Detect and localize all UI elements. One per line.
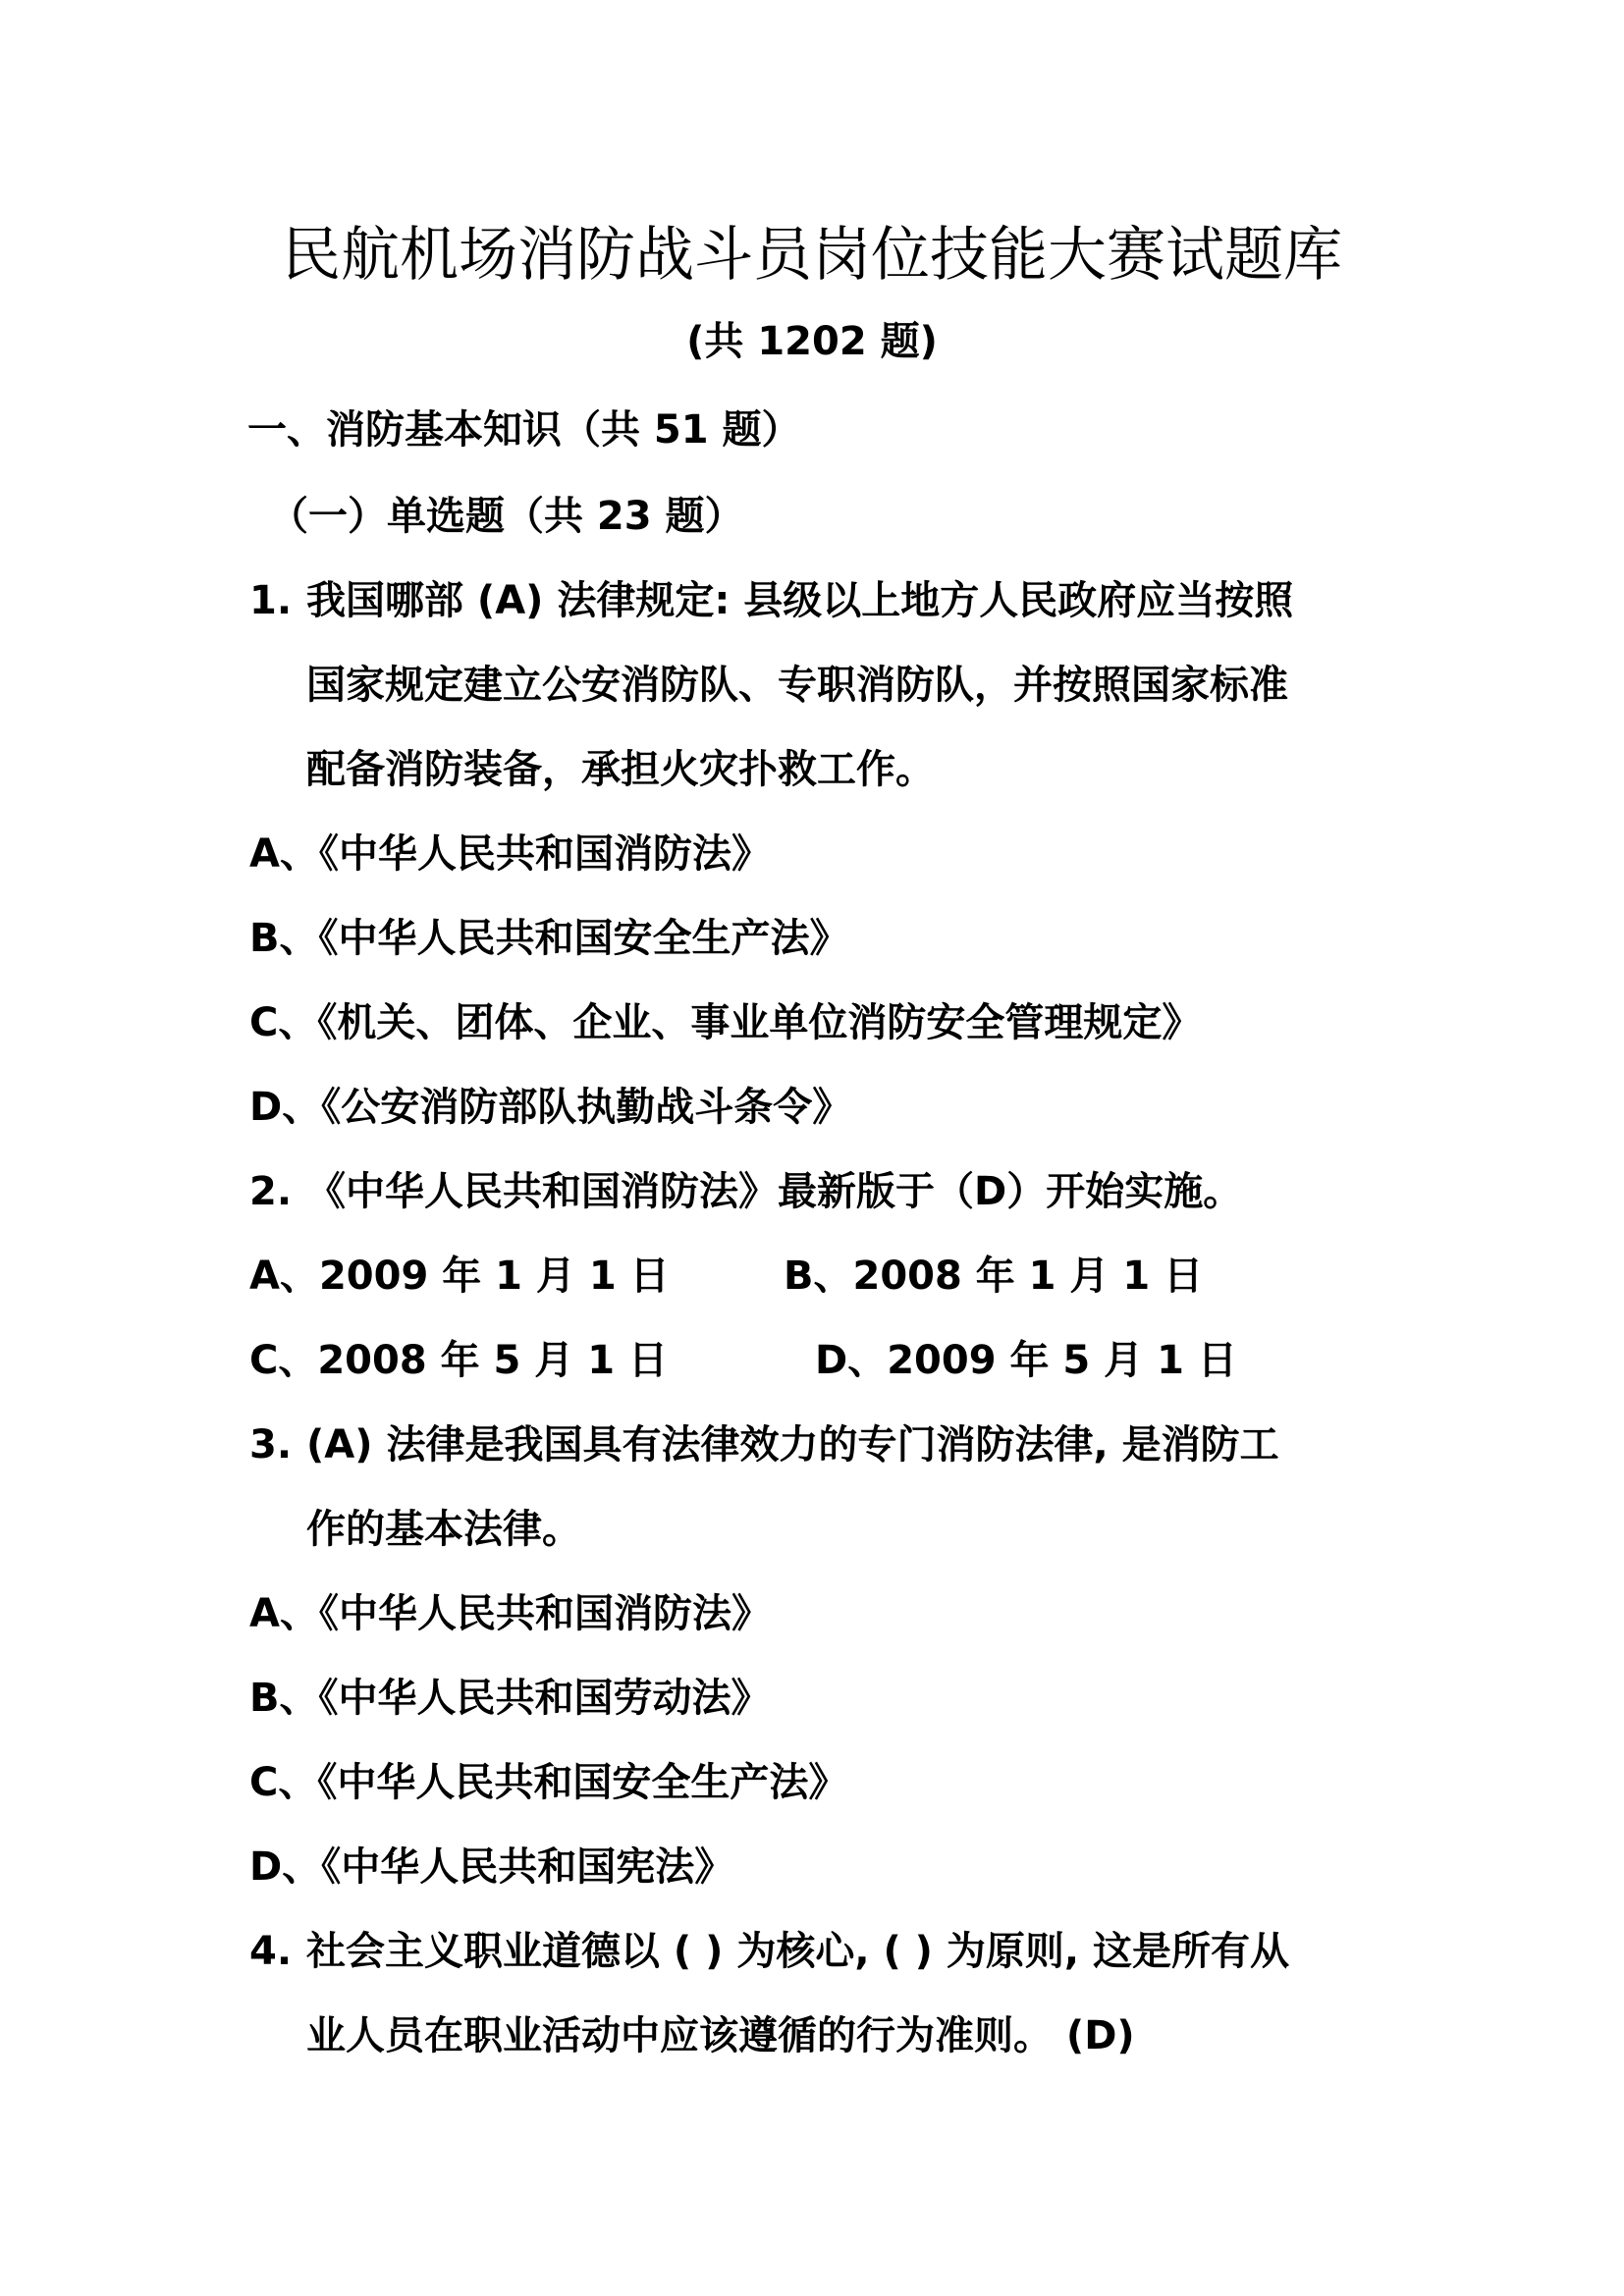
question-1-line-3: 配备消防装备，承担火灾扑救工作。 (306, 747, 935, 792)
question-2-option-d: D、2009 年 5 月 1 日 (815, 1338, 1237, 1383)
question-1-line-2: 国家规定建立公安消防队、专职消防队，并按照国家标准 (306, 663, 1288, 708)
question-1-option-c: C、《机关、团体、企业、事业单位消防安全管理规定》 (249, 1000, 1202, 1045)
question-3-option-a: A、《中华人民共和国消防法》 (249, 1591, 771, 1636)
question-1-option-b: B、《中华人民共和国安全生产法》 (249, 916, 849, 961)
question-4-number: 4. (249, 1929, 293, 1974)
question-1-option-a: A、《中华人民共和国消防法》 (249, 831, 771, 877)
question-3-option-b: B、《中华人民共和国劳动法》 (249, 1676, 771, 1721)
question-4-line-2: 业人员在职业活动中应该遵循的行为准则。 (D) (306, 2013, 1135, 2058)
question-2-option-c: C、2008 年 5 月 1 日 (249, 1338, 668, 1383)
question-2-number: 2. (249, 1169, 293, 1214)
question-2-text: 《中华人民共和国消防法》最新版于（D）开始实施。 (306, 1169, 1243, 1214)
question-2-line-1 (249, 1162, 1242, 1221)
question-3-line-2: 作的基本法律。 (306, 1507, 581, 1552)
question-1-text: 我国哪部 (A) 法律规定: 县级以上地方人民政府应当按照 (306, 578, 1294, 623)
question-2-option-b: B、2008 年 1 月 1 日 (784, 1254, 1204, 1299)
question-1-option-d: D、《公安消防部队执勤战斗条令》 (249, 1085, 852, 1130)
question-4-line-1 (249, 1922, 1289, 1981)
question-2-option-a: A、2009 年 1 月 1 日 (249, 1254, 670, 1299)
question-3-number: 3. (249, 1422, 293, 1468)
question-count: (共 1202 题) (686, 319, 938, 364)
question-3-option-d: D、《中华人民共和国宪法》 (249, 1844, 734, 1890)
question-2-options-row-1 (249, 1247, 1203, 1306)
question-2-options-row-2 (249, 1331, 1237, 1390)
question-1-line-1 (249, 571, 1293, 630)
subsection-heading: （一）单选题（共 23 题） (269, 494, 744, 539)
question-1-number: 1. (249, 578, 293, 623)
document-title: 民航机场消防战斗员岗位技能大赛试题库 (282, 221, 1342, 290)
question-3-text: (A) 法律是我国具有法律效力的专门消防法律, 是消防工 (306, 1422, 1279, 1468)
question-3-option-c: C、《中华人民共和国安全生产法》 (249, 1760, 848, 1805)
section-heading: 一、消防基本知识（共 51 题） (247, 407, 801, 453)
question-3-line-1 (249, 1415, 1279, 1474)
question-4-text: 社会主义职业道德以 ( ) 为核心, ( ) 为原则, 这是所有从 (306, 1929, 1289, 1974)
